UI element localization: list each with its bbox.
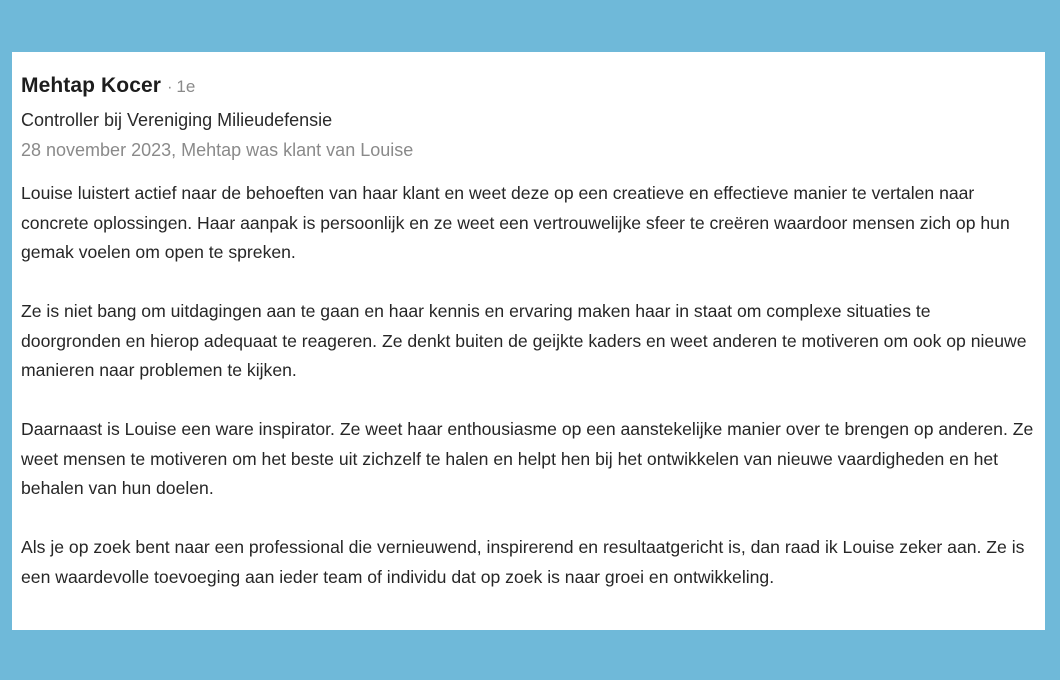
recommendation-paragraph: Louise luistert actief naar de behoeften van haar klant en weet deze op een creatieve en effectieve manier te vertalen naar concrete oplossingen. Haar aanpak is persoonlijk en ze weet een vertrouwelijke sfeer te creëren waardoor mensen zich op hun gemak voelen om open te spreken. — [21, 183, 1010, 262]
recommendation-paragraph: Daarnaast is Louise een ware inspirator. Ze weet haar enthousiasme op een aanstekelijke manier over te brengen op anderen. Ze weet mensen te motiveren om het beste uit zichzelf te halen en helpt hen bij het ontwikkelen van nieuwe vaardigheden en het behalen van hun doelen. — [21, 419, 1034, 498]
recommendation-paragraph: Ze is niet bang om uitdagingen aan te gaan en haar kennis en ervaring maken haar in staat om complexe situaties te doorgronden en hierop adequaat te reageren. Ze denkt buiten de geijkte kaders en weet anderen te motiveren om ook op nieuwe manieren naar problemen te kijken. — [21, 301, 1027, 380]
recommendation-meta: 28 november 2023, Mehtap was klant van Louise — [21, 140, 414, 160]
recommendation-paragraph: Als je op zoek bent naar een professional die vernieuwend, inspirerend en resultaatgericht is, dan raad ik Louise zeker aan. Ze is een waardevolle toevoeging aan ieder team of individu dat op zoek is naar groei en ontwikkeling. — [21, 537, 1025, 587]
degree-separator: · — [167, 79, 173, 96]
recommendation-card — [12, 52, 1045, 630]
connection-degree: 1e — [176, 77, 196, 96]
author-header — [21, 74, 1035, 102]
recommendation-body — [21, 179, 1035, 592]
author-name[interactable]: Mehtap Kocer — [21, 74, 162, 97]
author-headline: Controller bij Vereniging Milieudefensie — [21, 110, 333, 130]
